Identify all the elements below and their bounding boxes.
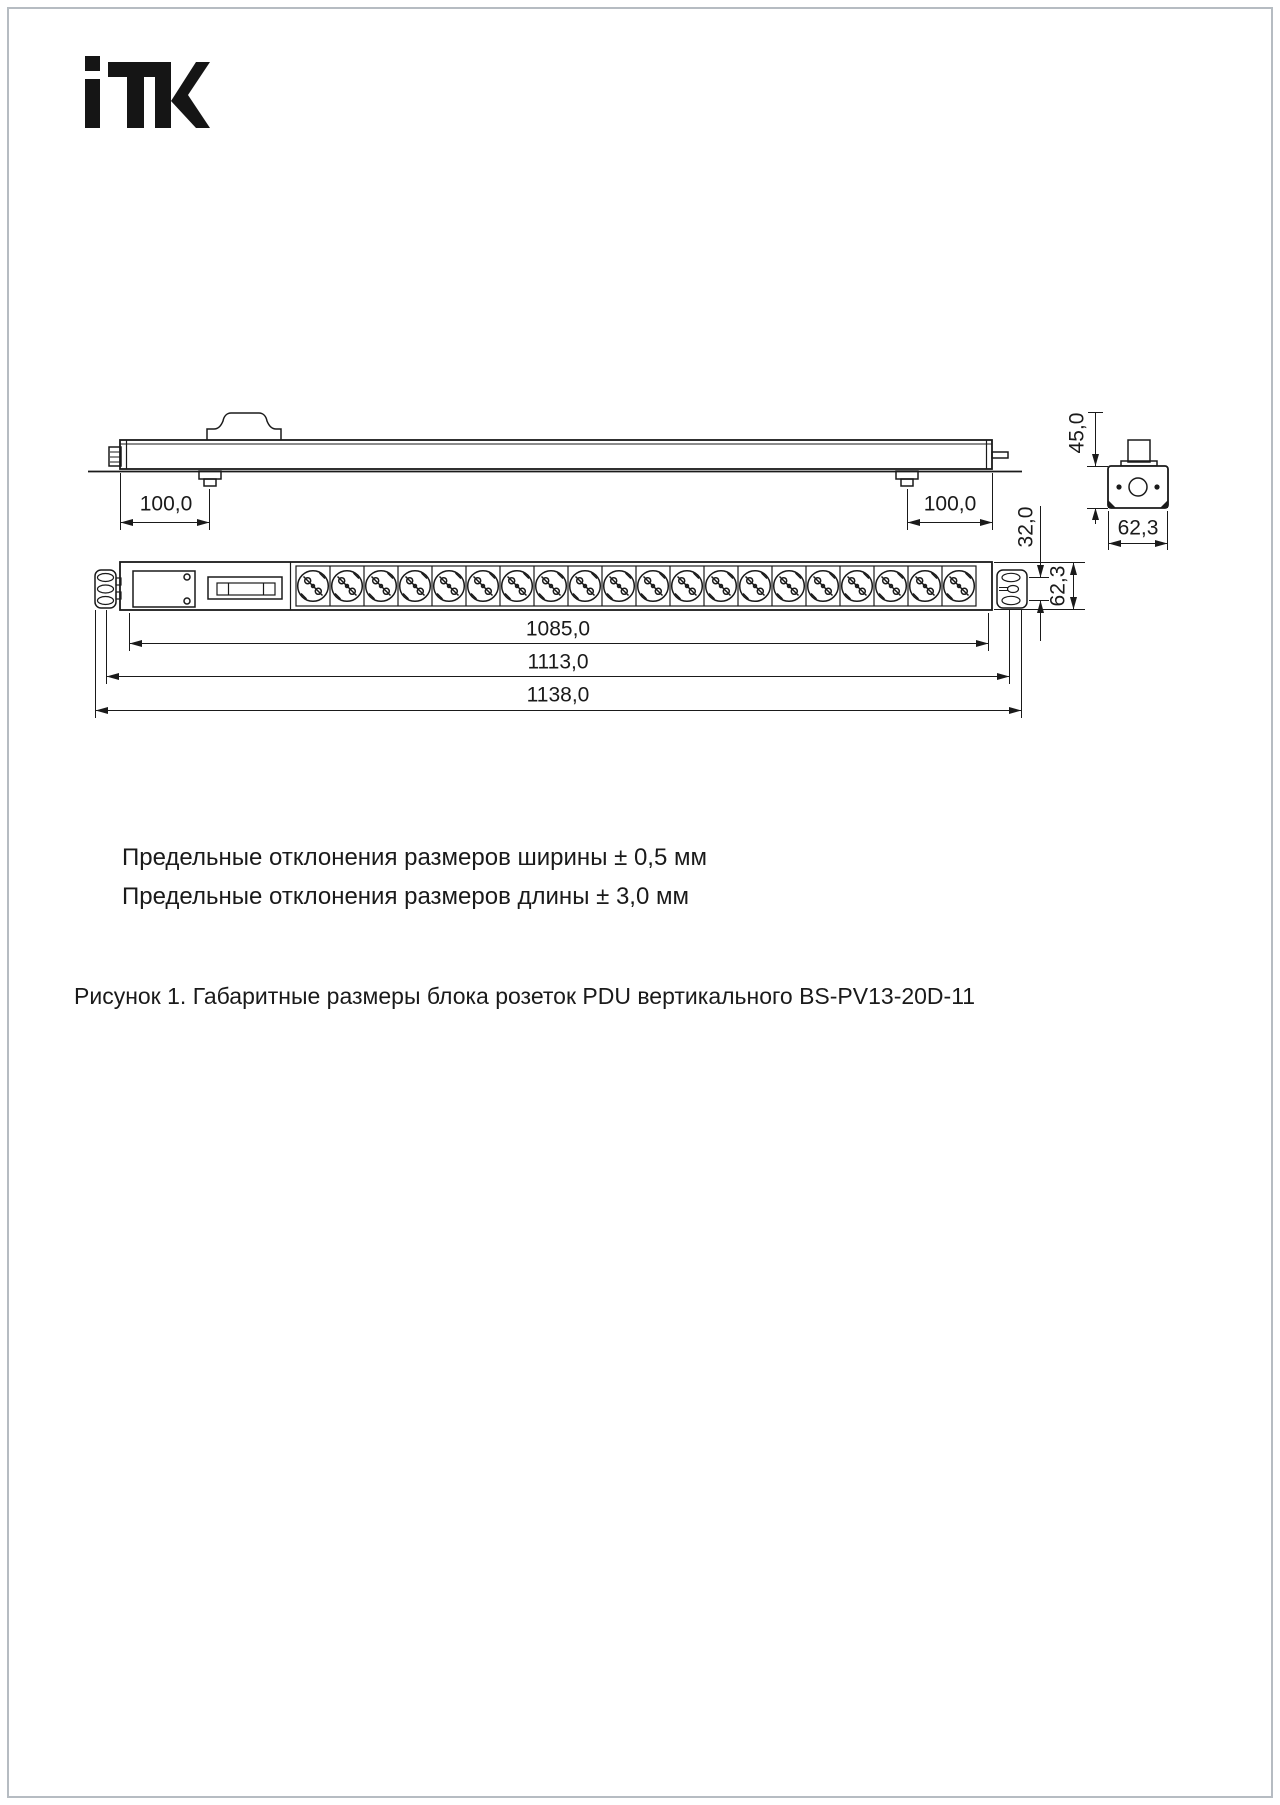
section-dot-right: [1154, 484, 1159, 489]
tolerance-width-note: Предельные отклонения размеров ширины ± 0,5 мм: [122, 844, 707, 871]
end-pin: [992, 452, 1008, 458]
dim-label-slot-spacing: 32,0: [1014, 506, 1038, 548]
mounting-stud-left: [199, 471, 221, 486]
bracket-right: [997, 570, 1027, 608]
dim-label-length-sockets: 1085,0: [525, 617, 591, 641]
mounting-stud-right: [896, 471, 918, 486]
socket-strip: [296, 566, 976, 606]
pdu-body-front: [120, 562, 992, 610]
breaker-bump: [207, 413, 281, 440]
dim-label-stud-offset-left: 100,0: [139, 492, 193, 516]
plug-body: [1128, 440, 1150, 462]
tolerance-notes: [122, 838, 707, 916]
section-dot-left: [1116, 484, 1121, 489]
dim-label-end-width: 62,3: [1117, 516, 1159, 540]
figure-caption: Рисунок 1. Габаритные размеры блока розеток PDU вертикального BS-PV13-20D-11: [74, 983, 976, 1009]
dim-label-stud-offset-right: 100,0: [923, 492, 977, 516]
dim-label-height: 45,0: [1065, 412, 1089, 454]
dim-label-length-overall: 1138,0: [526, 683, 590, 707]
technical-drawing: [0, 0, 1280, 760]
dim-label-front-width: 62,3: [1046, 565, 1070, 607]
dim-lines-height: [1087, 413, 1108, 525]
side-view: [88, 413, 1022, 486]
bracket-left: [95, 570, 121, 608]
end-view: [1108, 440, 1168, 508]
dim-label-length-mounting: 1113,0: [527, 650, 589, 674]
front-view: [95, 562, 1027, 610]
tolerance-length-note: Предельные отклонения размеров длины ± 3,0 мм: [122, 883, 689, 910]
